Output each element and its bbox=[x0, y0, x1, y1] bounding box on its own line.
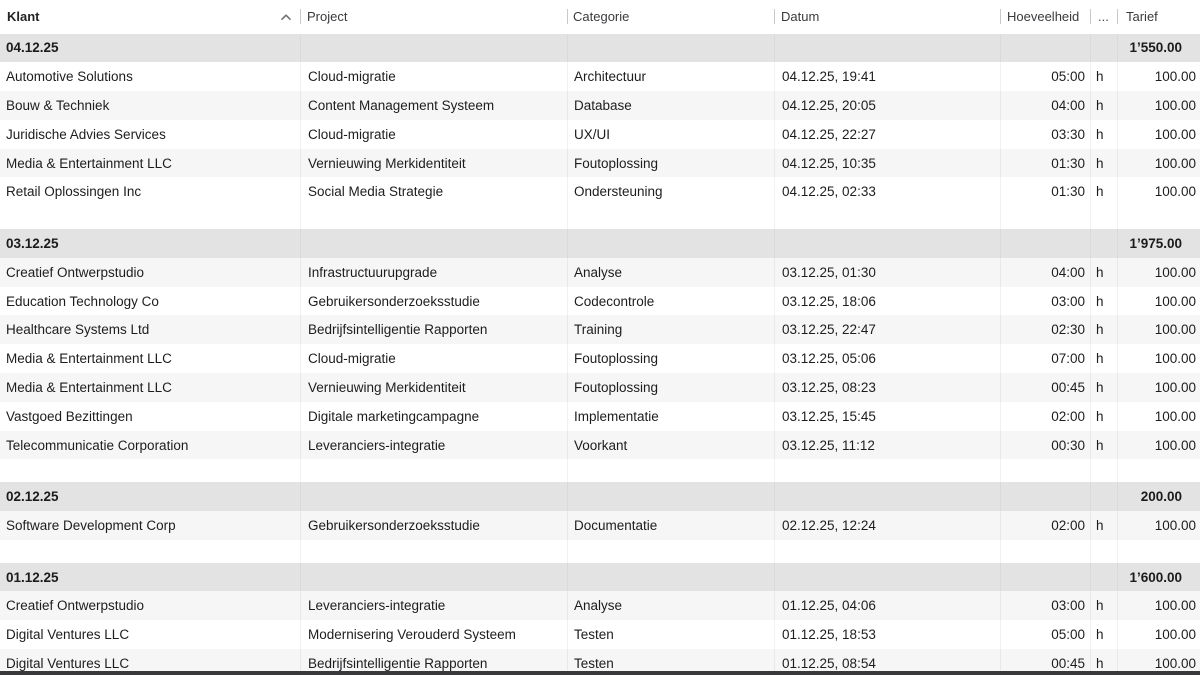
cell-datum: 03.12.25, 15:45 bbox=[774, 402, 1000, 431]
cell-datum: 03.12.25, 05:06 bbox=[774, 344, 1000, 373]
cell-tarief: 100.00 bbox=[1117, 620, 1200, 649]
column-header-label: Hoeveelheid bbox=[1007, 9, 1080, 25]
cell-tarief: 100.00 bbox=[1117, 344, 1200, 373]
cell-tarief: 100.00 bbox=[1117, 373, 1200, 402]
cell-tarief: 100.00 bbox=[1117, 402, 1200, 431]
cell-eenheid: h bbox=[1090, 62, 1117, 91]
column-header-hoeveelheid[interactable] bbox=[1000, 0, 1090, 34]
cell-datum: 04.12.25, 22:27 bbox=[774, 120, 1000, 149]
group-row[interactable] bbox=[0, 563, 1200, 592]
cell-eenheid: h bbox=[1090, 649, 1117, 675]
cell-eenheid bbox=[1090, 563, 1117, 592]
cell-klant: Digital Ventures LLC bbox=[6, 655, 130, 671]
cell-project bbox=[300, 482, 567, 511]
column-header-label: Categorie bbox=[573, 9, 630, 25]
cell-klant: Media & Entertainment LLC bbox=[6, 379, 172, 395]
cell-klant: Software Development Corp bbox=[6, 517, 176, 533]
cell-project: Infrastructuurupgrade bbox=[300, 258, 567, 287]
table-row[interactable] bbox=[0, 344, 1200, 373]
cell-categorie: UX/UI bbox=[567, 120, 774, 149]
cell-datum: 01.12.25, 08:54 bbox=[774, 649, 1000, 675]
cell-tarief: 100.00 bbox=[1117, 62, 1200, 91]
group-total: 1’600.00 bbox=[1117, 563, 1200, 592]
cell-hoeveelheid bbox=[1000, 482, 1090, 511]
cell-tarief: 100.00 bbox=[1117, 120, 1200, 149]
cell-datum: 04.12.25, 10:35 bbox=[774, 149, 1000, 178]
spacer-row bbox=[0, 206, 1200, 229]
table-header bbox=[0, 0, 1200, 34]
cell-hoeveelheid bbox=[1000, 229, 1090, 258]
spacer-row bbox=[0, 540, 1200, 563]
cell-datum bbox=[774, 482, 1000, 511]
column-header-tarief[interactable] bbox=[1117, 0, 1200, 34]
cell-klant: Digital Ventures LLC bbox=[6, 627, 130, 643]
cell-hoeveelheid: 04:00 bbox=[1000, 91, 1090, 120]
cell-categorie: Architectuur bbox=[567, 62, 774, 91]
table-row[interactable] bbox=[0, 402, 1200, 431]
group-total: 1’550.00 bbox=[1117, 34, 1200, 63]
cell-tarief: 100.00 bbox=[1117, 258, 1200, 287]
cell-eenheid: h bbox=[1090, 591, 1117, 620]
cell-project: Bedrijfsintelligentie Rapporten bbox=[300, 315, 567, 344]
cell-hoeveelheid: 00:30 bbox=[1000, 431, 1090, 460]
cell-hoeveelheid: 05:00 bbox=[1000, 62, 1090, 91]
cell-eenheid: h bbox=[1090, 120, 1117, 149]
cell-categorie: Database bbox=[567, 91, 774, 120]
cell-eenheid: h bbox=[1090, 431, 1117, 460]
cell-categorie: Voorkant bbox=[567, 431, 774, 460]
cell-klant: Creatief Ontwerpstudio bbox=[6, 598, 145, 614]
cell-project: Cloud-migratie bbox=[300, 120, 567, 149]
cell-project: Digitale marketingcampagne bbox=[300, 402, 567, 431]
cell-hoeveelheid: 04:00 bbox=[1000, 258, 1090, 287]
cell-klant: Education Technology Co bbox=[6, 293, 159, 309]
cell-datum: 03.12.25, 18:06 bbox=[774, 287, 1000, 316]
cell-tarief: 100.00 bbox=[1117, 91, 1200, 120]
cell-klant: Media & Entertainment LLC bbox=[6, 155, 172, 171]
table-row[interactable] bbox=[0, 120, 1200, 149]
cell-hoeveelheid: 03:00 bbox=[1000, 287, 1090, 316]
cell-project bbox=[300, 229, 567, 258]
column-header-label: Tarief bbox=[1126, 9, 1158, 25]
column-header-project[interactable] bbox=[300, 0, 567, 34]
cell-klant: Vastgoed Bezittingen bbox=[6, 408, 133, 424]
cell-datum bbox=[774, 206, 1000, 229]
cell-categorie: Analyse bbox=[567, 258, 774, 287]
group-total: 200.00 bbox=[1117, 482, 1200, 511]
cell-hoeveelheid: 01:30 bbox=[1000, 149, 1090, 178]
cell-project: Gebruikersonderzoeksstudie bbox=[300, 287, 567, 316]
cell-project: Leveranciers-integratie bbox=[300, 431, 567, 460]
cell-categorie bbox=[567, 34, 774, 63]
cell-eenheid: h bbox=[1090, 402, 1117, 431]
cell-tarief bbox=[1117, 206, 1200, 229]
cell-categorie bbox=[567, 540, 774, 563]
column-header-categorie[interactable] bbox=[567, 0, 774, 34]
cell-categorie: Foutoplossing bbox=[567, 149, 774, 178]
column-header-label: ... bbox=[1098, 9, 1109, 25]
cell-tarief: 100.00 bbox=[1117, 149, 1200, 178]
cell-eenheid: h bbox=[1090, 344, 1117, 373]
cell-klant: Telecommunicatie Corporation bbox=[6, 437, 189, 453]
cell-klant: Creatief Ontwerpstudio bbox=[6, 264, 145, 280]
cell-tarief: 100.00 bbox=[1117, 591, 1200, 620]
cell-hoeveelheid bbox=[1000, 563, 1090, 592]
cell-datum: 04.12.25, 02:33 bbox=[774, 177, 1000, 206]
cell-tarief bbox=[1117, 540, 1200, 563]
cell-project: Vernieuwing Merkidentiteit bbox=[300, 373, 567, 402]
cell-categorie: Documentatie bbox=[567, 511, 774, 540]
cell-hoeveelheid: 00:45 bbox=[1000, 649, 1090, 675]
chevron-up-icon bbox=[280, 13, 292, 21]
cell-categorie: Ondersteuning bbox=[567, 177, 774, 206]
cell-datum bbox=[774, 34, 1000, 63]
table-body bbox=[0, 34, 1200, 675]
cell-tarief: 100.00 bbox=[1117, 649, 1200, 675]
cell-project: Cloud-migratie bbox=[300, 344, 567, 373]
cell-klant: Healthcare Systems Ltd bbox=[6, 322, 150, 338]
cell-hoeveelheid: 02:00 bbox=[1000, 402, 1090, 431]
cell-datum: 01.12.25, 04:06 bbox=[774, 591, 1000, 620]
column-header-datum[interactable] bbox=[774, 0, 1000, 34]
cell-project: Gebruikersonderzoeksstudie bbox=[300, 511, 567, 540]
cell-klant: Automotive Solutions bbox=[6, 69, 133, 85]
column-header-eenheid[interactable] bbox=[1090, 0, 1117, 34]
cell-datum: 03.12.25, 22:47 bbox=[774, 315, 1000, 344]
cell-klant: Retail Oplossingen Inc bbox=[6, 184, 142, 200]
cell-datum bbox=[774, 459, 1000, 482]
cell-tarief: 100.00 bbox=[1117, 431, 1200, 460]
cell-hoeveelheid bbox=[1000, 206, 1090, 229]
cell-klant: Juridische Advies Services bbox=[6, 126, 166, 142]
cell-tarief: 100.00 bbox=[1117, 287, 1200, 316]
cell-hoeveelheid bbox=[1000, 34, 1090, 63]
cell-tarief bbox=[1117, 459, 1200, 482]
group-row[interactable] bbox=[0, 34, 1200, 63]
cell-hoeveelheid: 02:30 bbox=[1000, 315, 1090, 344]
group-date: 03.12.25 bbox=[6, 235, 59, 251]
cell-project bbox=[300, 540, 567, 563]
table-row[interactable] bbox=[0, 287, 1200, 316]
group-date: 01.12.25 bbox=[6, 569, 59, 585]
cell-tarief: 100.00 bbox=[1117, 511, 1200, 540]
column-header-label: Klant bbox=[7, 9, 40, 25]
cell-datum: 03.12.25, 11:12 bbox=[774, 431, 1000, 460]
cell-eenheid: h bbox=[1090, 91, 1117, 120]
cell-categorie: Testen bbox=[567, 620, 774, 649]
cell-categorie bbox=[567, 563, 774, 592]
cell-categorie: Implementatie bbox=[567, 402, 774, 431]
table-row[interactable] bbox=[0, 62, 1200, 91]
cell-project bbox=[300, 563, 567, 592]
cell-eenheid bbox=[1090, 229, 1117, 258]
group-row[interactable] bbox=[0, 482, 1200, 511]
cell-datum: 04.12.25, 19:41 bbox=[774, 62, 1000, 91]
cell-eenheid: h bbox=[1090, 177, 1117, 206]
cell-categorie: Foutoplossing bbox=[567, 344, 774, 373]
cell-eenheid bbox=[1090, 540, 1117, 563]
cell-datum: 03.12.25, 08:23 bbox=[774, 373, 1000, 402]
table-row[interactable] bbox=[0, 591, 1200, 620]
table-row[interactable] bbox=[0, 149, 1200, 178]
cell-hoeveelheid: 02:00 bbox=[1000, 511, 1090, 540]
cell-categorie bbox=[567, 459, 774, 482]
cell-datum: 03.12.25, 01:30 bbox=[774, 258, 1000, 287]
column-header-klant[interactable] bbox=[0, 0, 300, 34]
group-row[interactable] bbox=[0, 229, 1200, 258]
cell-categorie: Codecontrole bbox=[567, 287, 774, 316]
cell-project: Modernisering Verouderd Systeem bbox=[300, 620, 567, 649]
cell-eenheid bbox=[1090, 482, 1117, 511]
cell-categorie: Testen bbox=[567, 649, 774, 675]
cell-eenheid: h bbox=[1090, 287, 1117, 316]
cell-klant: Media & Entertainment LLC bbox=[6, 351, 172, 367]
table-row[interactable] bbox=[0, 373, 1200, 402]
group-date: 04.12.25 bbox=[6, 40, 59, 56]
cell-klant bbox=[0, 459, 300, 482]
cell-hoeveelheid: 03:30 bbox=[1000, 120, 1090, 149]
cell-eenheid: h bbox=[1090, 149, 1117, 178]
cell-project: Bedrijfsintelligentie Rapporten bbox=[300, 649, 567, 675]
cell-hoeveelheid bbox=[1000, 540, 1090, 563]
cell-datum: 01.12.25, 18:53 bbox=[774, 620, 1000, 649]
cell-klant bbox=[0, 206, 300, 229]
cell-project: Cloud-migratie bbox=[300, 62, 567, 91]
cell-eenheid bbox=[1090, 459, 1117, 482]
cell-project bbox=[300, 34, 567, 63]
cell-datum bbox=[774, 229, 1000, 258]
cell-hoeveelheid: 05:00 bbox=[1000, 620, 1090, 649]
window-bottom-edge bbox=[0, 671, 1200, 675]
cell-datum: 04.12.25, 20:05 bbox=[774, 91, 1000, 120]
cell-hoeveelheid: 01:30 bbox=[1000, 177, 1090, 206]
cell-tarief: 100.00 bbox=[1117, 315, 1200, 344]
cell-categorie: Analyse bbox=[567, 591, 774, 620]
table-row[interactable] bbox=[0, 511, 1200, 540]
cell-hoeveelheid: 03:00 bbox=[1000, 591, 1090, 620]
cell-project: Social Media Strategie bbox=[300, 177, 567, 206]
table-row[interactable] bbox=[0, 431, 1200, 460]
cell-klant bbox=[0, 540, 300, 563]
cell-eenheid: h bbox=[1090, 620, 1117, 649]
group-date: 02.12.25 bbox=[6, 489, 59, 505]
group-total: 1’975.00 bbox=[1117, 229, 1200, 258]
cell-klant: Bouw & Techniek bbox=[6, 97, 110, 113]
cell-eenheid: h bbox=[1090, 315, 1117, 344]
cell-project: Vernieuwing Merkidentiteit bbox=[300, 149, 567, 178]
cell-datum bbox=[774, 540, 1000, 563]
cell-project bbox=[300, 206, 567, 229]
table-row[interactable] bbox=[0, 177, 1200, 206]
cell-categorie: Training bbox=[567, 315, 774, 344]
cell-datum: 02.12.25, 12:24 bbox=[774, 511, 1000, 540]
spacer-row bbox=[0, 459, 1200, 482]
table-row[interactable] bbox=[0, 258, 1200, 287]
cell-categorie bbox=[567, 482, 774, 511]
table-row[interactable] bbox=[0, 315, 1200, 344]
column-header-label: Project bbox=[307, 9, 348, 25]
cell-hoeveelheid: 07:00 bbox=[1000, 344, 1090, 373]
cell-eenheid: h bbox=[1090, 511, 1117, 540]
cell-eenheid: h bbox=[1090, 373, 1117, 402]
cell-categorie: Foutoplossing bbox=[567, 373, 774, 402]
table-row[interactable] bbox=[0, 91, 1200, 120]
cell-eenheid bbox=[1090, 206, 1117, 229]
table-row[interactable] bbox=[0, 620, 1200, 649]
cell-eenheid bbox=[1090, 34, 1117, 63]
cell-project bbox=[300, 459, 567, 482]
cell-categorie bbox=[567, 229, 774, 258]
cell-hoeveelheid: 00:45 bbox=[1000, 373, 1090, 402]
column-header-label: Datum bbox=[781, 9, 820, 25]
cell-hoeveelheid bbox=[1000, 459, 1090, 482]
cell-categorie bbox=[567, 206, 774, 229]
cell-project: Content Management Systeem bbox=[300, 91, 567, 120]
cell-tarief: 100.00 bbox=[1117, 177, 1200, 206]
cell-project: Leveranciers-integratie bbox=[300, 591, 567, 620]
cell-eenheid: h bbox=[1090, 258, 1117, 287]
cell-datum bbox=[774, 563, 1000, 592]
